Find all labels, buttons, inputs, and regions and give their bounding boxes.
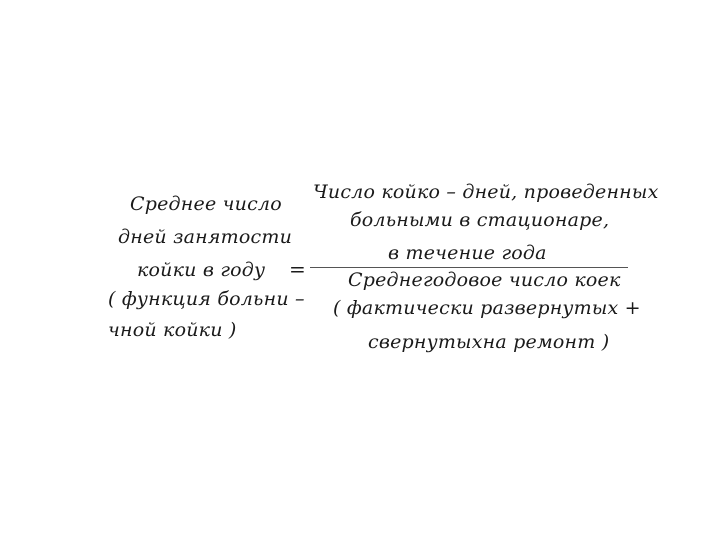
lhs-line-3: койки в году (137, 259, 266, 281)
denominator-line-1: Среднегодовое число коек (348, 269, 621, 291)
numerator-line-1: Число койко – дней, проведенных (313, 181, 659, 203)
lhs-line-2: дней занятости (118, 226, 293, 248)
lhs-line-4: ( функция больни – (108, 288, 305, 310)
equals-sign: = (289, 257, 306, 281)
numerator-line-2: больными в стационаре, (350, 209, 610, 231)
denominator-line-2: ( фактически развернутых + (333, 297, 641, 319)
denominator-line-3: свернутыхна ремонт ) (368, 331, 610, 353)
lhs-line-5: чной койки ) (108, 319, 237, 341)
numerator-line-3: в течение года (388, 242, 547, 264)
lhs-line-1: Среднее число (130, 193, 282, 215)
